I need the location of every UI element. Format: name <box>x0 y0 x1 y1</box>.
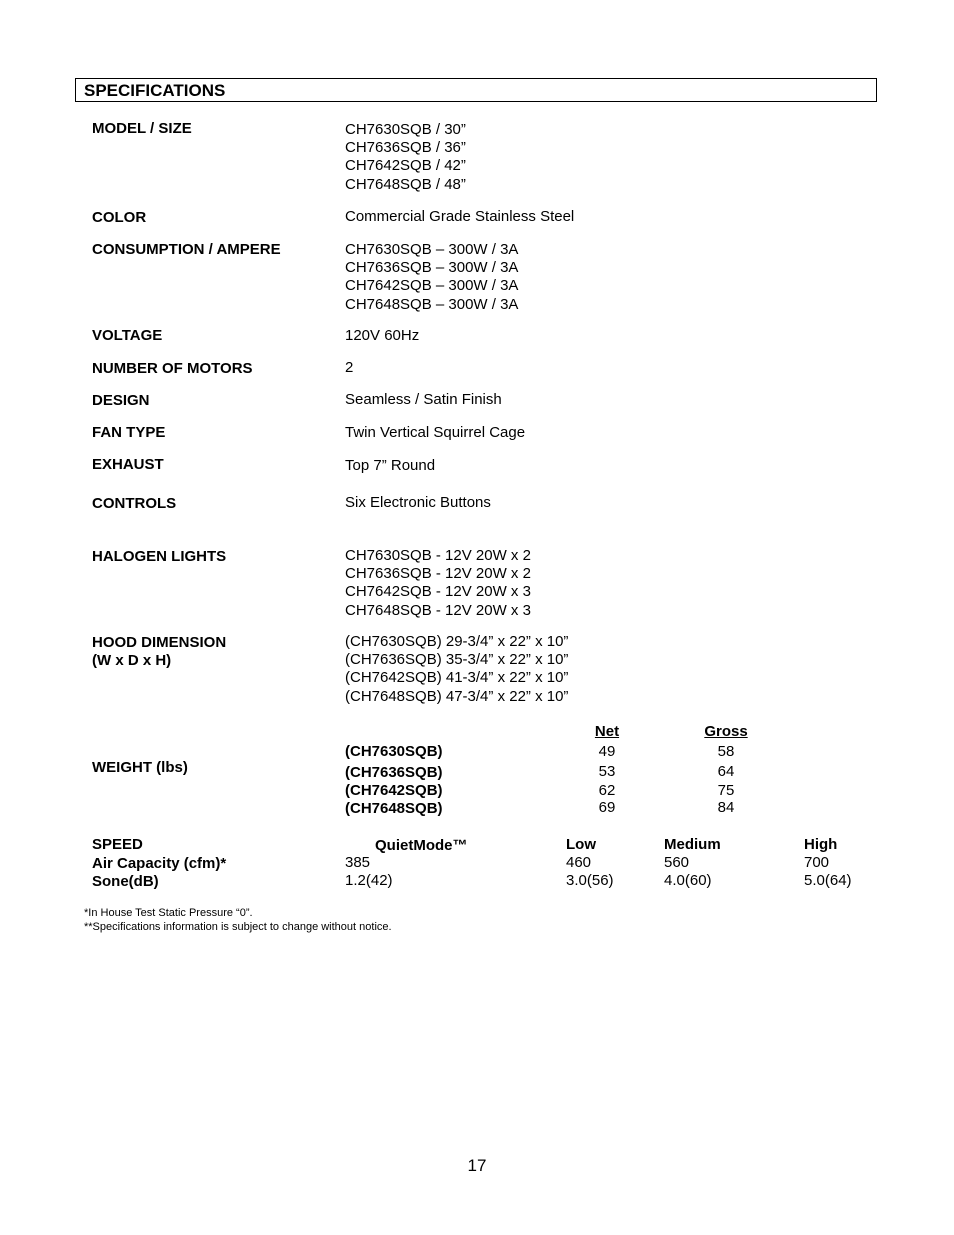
halogen-values <box>345 547 531 620</box>
consumption-value: CH7642SQB – 300W / 3A <box>345 277 519 295</box>
weight-net: 53 <box>598 763 616 780</box>
hood-dimension-values <box>345 633 568 706</box>
weight-net-header: Net <box>594 723 620 740</box>
speed-header-quietmode: QuietMode™ <box>375 837 468 854</box>
weight-gross: 58 <box>717 743 735 760</box>
halogen-value: CH7648SQB - 12V 20W x 3 <box>345 601 531 619</box>
halogen-label: HALOGEN LIGHTS <box>92 548 227 565</box>
hood-dimension-value: (CH7636SQB) 35-3/4” x 22” x 10” <box>345 651 569 669</box>
section-title: SPECIFICATIONS <box>84 81 226 100</box>
hood-dimension-value: (CH7630SQB) 29-3/4” x 22” x 10” <box>345 633 569 650</box>
consumption-label: CONSUMPTION / AMPERE <box>92 241 281 258</box>
exhaust-label: EXHAUST <box>92 456 164 473</box>
air-capacity-medium: 560 <box>664 854 690 871</box>
voltage-value: 120V 60Hz <box>345 327 420 344</box>
sone-quietmode: 1.2(42) <box>345 872 393 889</box>
hood-dimension-value: (CH7648SQB) 47-3/4” x 22” x 10” <box>345 687 569 705</box>
fan-type-value: Twin Vertical Squirrel Cage <box>345 424 526 441</box>
model-size-label: MODEL / SIZE <box>92 120 192 137</box>
color-value: Commercial Grade Stainless Steel <box>345 208 575 225</box>
sone-medium: 4.0(60) <box>664 872 712 889</box>
motors-value: 2 <box>345 359 354 376</box>
speed-header-medium: Medium <box>664 836 721 853</box>
weight-model: (CH7648SQB) <box>345 800 443 817</box>
hood-dimension-units: (W x D x H) <box>92 652 172 669</box>
speed-header-low: Low <box>566 836 596 853</box>
halogen-value: CH7630SQB - 12V 20W x 2 <box>345 547 531 564</box>
sone-high: 5.0(64) <box>804 872 852 889</box>
model-size-value: CH7636SQB / 36” <box>345 139 466 157</box>
sone-low: 3.0(56) <box>566 872 614 889</box>
hood-dimension-label <box>92 634 226 670</box>
section-title-box <box>75 78 877 102</box>
weight-gross: 84 <box>717 799 735 816</box>
exhaust-value: Top 7” Round <box>345 457 436 474</box>
weight-net: 69 <box>598 799 616 816</box>
controls-value: Six Electronic Buttons <box>345 494 491 511</box>
weight-model: (CH7642SQB) <box>345 782 443 799</box>
air-capacity-label: Air Capacity (cfm)* <box>92 855 227 872</box>
weight-model: (CH7630SQB) <box>345 743 443 760</box>
halogen-value: CH7636SQB - 12V 20W x 2 <box>345 565 531 583</box>
design-label: DESIGN <box>92 392 150 409</box>
speed-label: SPEED <box>92 836 143 853</box>
controls-label: CONTROLS <box>92 495 177 512</box>
voltage-label: VOLTAGE <box>92 327 163 344</box>
consumption-value: CH7648SQB – 300W / 3A <box>345 295 519 313</box>
color-label: COLOR <box>92 209 147 226</box>
air-capacity-quietmode: 385 <box>345 854 371 871</box>
weight-gross: 64 <box>717 763 735 780</box>
weight-gross: 75 <box>717 782 735 799</box>
hood-dimension-value: (CH7642SQB) 41-3/4” x 22” x 10” <box>345 669 569 687</box>
weight-label: WEIGHT (lbs) <box>92 759 188 776</box>
model-size-value: CH7648SQB / 48” <box>345 175 466 193</box>
weight-net: 49 <box>598 743 616 760</box>
motors-label: NUMBER OF MOTORS <box>92 360 253 377</box>
consumption-value: CH7636SQB – 300W / 3A <box>345 259 519 277</box>
footnote-disclaimer: **Specifications information is subject to change without notice. <box>84 921 392 933</box>
design-value: Seamless / Satin Finish <box>345 391 502 408</box>
page-number: 17 <box>467 1156 487 1175</box>
sone-label: Sone(dB) <box>92 873 159 890</box>
hood-dimension-title: HOOD DIMENSION <box>92 634 227 651</box>
footnote-static-pressure: *In House Test Static Pressure “0”. <box>84 907 253 919</box>
model-size-values <box>345 121 466 194</box>
fan-type-label: FAN TYPE <box>92 424 166 441</box>
consumption-value: CH7630SQB – 300W / 3A <box>345 241 519 258</box>
halogen-value: CH7642SQB - 12V 20W x 3 <box>345 583 531 601</box>
weight-gross-header: Gross <box>704 723 748 740</box>
consumption-values <box>345 241 518 314</box>
air-capacity-low: 460 <box>566 854 592 871</box>
air-capacity-high: 700 <box>804 854 830 871</box>
model-size-value: CH7642SQB / 42” <box>345 157 466 175</box>
weight-net: 62 <box>598 782 616 799</box>
weight-model: (CH7636SQB) <box>345 764 443 781</box>
model-size-value: CH7630SQB / 30” <box>345 121 466 138</box>
speed-header-high: High <box>804 836 838 853</box>
